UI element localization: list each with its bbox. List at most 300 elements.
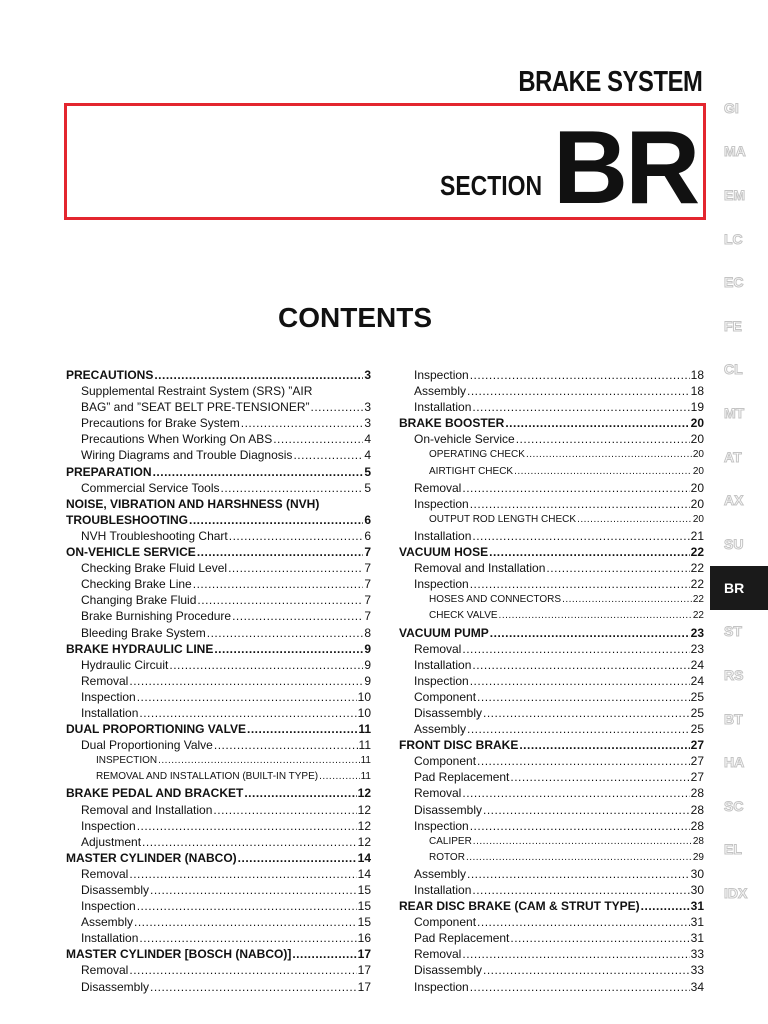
toc-leader-dots: [213, 802, 356, 818]
toc-leader-dots: [232, 608, 363, 624]
toc-entry-title: CALIPER: [429, 835, 472, 847]
toc-leader-dots: [142, 834, 357, 850]
toc-entry[interactable]: [66, 399, 371, 415]
toc-page-number: 11: [360, 755, 371, 767]
toc-entry-title: Component: [414, 915, 477, 930]
toc-entry[interactable]: [399, 721, 704, 737]
toc-entry-title: Installation: [81, 931, 139, 946]
toc-section-entry[interactable]: [66, 721, 371, 737]
toc-page-number: 22: [692, 610, 704, 622]
toc-entry[interactable]: [399, 480, 704, 496]
toc-entry-title: BRAKE HYDRAULIC LINE: [66, 641, 214, 656]
toc-entry[interactable]: [66, 753, 371, 769]
toc-page-number: 3: [364, 368, 371, 382]
toc-page-number: 14: [357, 850, 371, 865]
toc-leader-dots: [241, 415, 364, 431]
toc-leader-dots: [137, 818, 357, 834]
toc-page-number: 19: [690, 400, 704, 415]
toc-entry-title: Bleeding Brake System: [81, 625, 206, 640]
toc-page-number: 22: [690, 561, 704, 576]
toc-entry-title: Precautions When Working On ABS: [81, 432, 273, 447]
toc-entry-title: Installation: [81, 705, 139, 720]
toc-leader-dots: [526, 447, 692, 463]
toc-entry[interactable]: [399, 560, 704, 576]
toc-leader-dots: [516, 431, 690, 447]
toc-page-number: 27: [690, 754, 704, 769]
toc-entry-title: ROTOR: [429, 851, 465, 863]
toc-entry[interactable]: [399, 818, 704, 834]
toc-entry-title: Disassembly: [414, 802, 483, 817]
section-tab-su[interactable]: SU: [724, 535, 744, 552]
toc-entry-title: Installation: [414, 657, 472, 672]
toc-page-number: 20: [692, 465, 704, 477]
toc-leader-dots: [470, 673, 690, 689]
toc-entry-title: Pad Replacement: [414, 770, 510, 785]
section-tab-sc[interactable]: SC: [724, 797, 744, 814]
toc-leader-dots: [129, 962, 356, 978]
toc-entry-title: Inspection: [81, 818, 136, 833]
toc-leader-dots: [470, 818, 690, 834]
toc-entry[interactable]: [66, 962, 371, 978]
toc-entry-title: Removal: [414, 641, 462, 656]
toc-leader-dots: [467, 866, 690, 882]
toc-entry-title: Disassembly: [81, 883, 150, 897]
toc-entry[interactable]: [66, 834, 371, 850]
toc-page-number: 7: [364, 577, 371, 592]
toc-leader-dots: [273, 431, 363, 447]
section-tab-gi[interactable]: GI: [724, 99, 739, 116]
toc-page-number: 5: [364, 464, 371, 479]
toc-entry-title: Inspection: [414, 577, 469, 592]
toc-entry-title: BAG” and ”SEAT BELT PRE-TENSIONER”: [81, 400, 310, 415]
toc-entry-title: OPERATING CHECK: [429, 449, 525, 461]
toc-entry-title: Assembly: [81, 915, 134, 930]
toc-entry-title: Installation: [414, 400, 472, 415]
toc-page-number: 12: [357, 802, 371, 817]
toc-entry[interactable]: [66, 625, 371, 641]
toc-entry[interactable]: [66, 802, 371, 818]
section-code: BR: [553, 110, 698, 226]
toc-page-number: 3: [364, 416, 371, 431]
section-tab-ha[interactable]: HA: [724, 754, 745, 771]
toc-entry-title: Assembly: [414, 384, 467, 399]
section-tab-br[interactable]: BR: [710, 566, 768, 610]
toc-entry-title: Inspection: [81, 899, 136, 914]
section-tab-em[interactable]: EM: [724, 186, 745, 203]
section-tab-rs[interactable]: RS: [724, 666, 744, 683]
toc-entry[interactable]: [399, 914, 704, 930]
toc-page-number: 29: [692, 851, 704, 863]
section-tab-el[interactable]: EL: [724, 841, 742, 858]
toc-leader-dots: [472, 528, 689, 544]
toc-entry-title: Adjustment: [81, 834, 142, 849]
section-tab-lc[interactable]: LC: [724, 230, 743, 247]
toc-page-number: 16: [357, 931, 371, 946]
toc-leader-dots: [510, 930, 689, 946]
toc-page-number: 22: [690, 545, 704, 560]
toc-page-number: 25: [690, 722, 704, 737]
toc-page-number: 9: [364, 641, 371, 656]
toc-entry[interactable]: [399, 608, 704, 624]
toc-leader-dots: [134, 914, 357, 930]
toc-entry-title: VACUUM PUMP: [399, 625, 489, 640]
toc-page-number: 22: [692, 594, 704, 606]
toc-entry[interactable]: [66, 447, 371, 463]
toc-entry-title: Component: [414, 689, 477, 704]
toc-entry[interactable]: [399, 753, 704, 769]
toc-leader-dots: [229, 528, 364, 544]
toc-entry-title: CHECK VALVE: [429, 610, 498, 622]
toc-entry[interactable]: [66, 866, 371, 882]
toc-entry[interactable]: [66, 882, 371, 898]
toc-entry-title: NVH Troubleshooting Chart: [81, 528, 228, 543]
toc-page-number: 20: [690, 480, 704, 495]
toc-entry-title: AIRTIGHT CHECK: [429, 465, 514, 477]
toc-page-number: 6: [364, 528, 371, 543]
toc-leader-dots: [472, 399, 689, 415]
toc-page-number: 28: [692, 835, 704, 847]
section-tab-mt[interactable]: MT: [724, 404, 745, 421]
toc-entry[interactable]: [66, 979, 371, 995]
toc-entry[interactable]: [66, 673, 371, 689]
toc-page-number: 27: [690, 770, 704, 785]
toc-entry[interactable]: [399, 802, 704, 818]
toc-leader-dots: [158, 753, 359, 769]
toc-entry[interactable]: [66, 608, 371, 624]
toc-entry[interactable]: [399, 528, 704, 544]
section-tab-ec[interactable]: EC: [724, 274, 744, 291]
toc-page-number: 20: [692, 513, 704, 525]
toc-entry[interactable]: [399, 769, 704, 785]
toc-leader-dots: [472, 657, 689, 673]
toc-section-entry[interactable]: [66, 512, 371, 528]
toc-page-number: 11: [358, 738, 371, 753]
toc-entry[interactable]: [66, 431, 371, 447]
toc-page-number: 9: [364, 673, 371, 688]
toc-entry[interactable]: [399, 882, 704, 898]
toc-leader-dots: [193, 576, 364, 592]
toc-leader-dots: [247, 721, 357, 737]
toc-entry[interactable]: [66, 528, 371, 544]
toc-section-entry[interactable]: [66, 641, 371, 657]
toc-leader-dots: [137, 689, 357, 705]
toc-page-number: 10: [357, 705, 371, 720]
toc-entry-title: VACUUM HOSE: [399, 545, 489, 560]
toc-entry-title: Brake Burnishing Procedure: [81, 609, 232, 624]
toc-page-number: 15: [357, 899, 371, 914]
toc-section-entry[interactable]: [66, 785, 371, 801]
toc-leader-dots: [519, 737, 689, 753]
toc-leader-dots: [150, 882, 357, 898]
toc-entry-title: BRAKE BOOSTER: [399, 416, 505, 431]
contents-heading-text: CONTENTS: [278, 302, 432, 333]
toc-leader-dots: [546, 560, 689, 576]
toc-entry[interactable]: [399, 930, 704, 946]
toc-entry-title: Removal: [414, 786, 462, 801]
toc-entry[interactable]: [399, 866, 704, 882]
section-tab-bt[interactable]: BT: [724, 710, 743, 727]
toc-leader-dots: [169, 657, 363, 673]
toc-entry[interactable]: [399, 383, 704, 399]
toc-entry[interactable]: [399, 979, 704, 995]
toc-entry[interactable]: [399, 705, 704, 721]
toc-entry[interactable]: [66, 592, 371, 608]
toc-page-number: 12: [357, 818, 371, 833]
toc-leader-dots: [462, 946, 689, 962]
section-tab-idx[interactable]: IDX: [724, 884, 748, 901]
toc-entry[interactable]: [399, 399, 704, 415]
toc-leader-dots: [129, 673, 363, 689]
toc-entry-title: REMOVAL AND INSTALLATION (BUILT-IN TYPE): [96, 771, 319, 783]
toc-leader-dots: [483, 802, 690, 818]
toc-page-number: 18: [690, 368, 704, 382]
toc-entry[interactable]: [66, 898, 371, 914]
toc-entry-title: DUAL PROPORTIONING VALVE: [66, 722, 247, 737]
toc-entry-title: Disassembly: [81, 979, 150, 994]
toc-entry-title: Commercial Service Tools: [81, 480, 220, 495]
toc-page-number: 7: [364, 561, 371, 576]
toc-leader-dots: [207, 625, 364, 641]
toc-entry-title: Inspection: [81, 689, 136, 704]
toc-entry[interactable]: [66, 705, 371, 721]
toc-page-number: 6: [364, 512, 371, 527]
section-tab-fe[interactable]: FE: [724, 317, 742, 334]
toc-leader-dots: [467, 383, 690, 399]
toc-entry-title: Assembly: [414, 722, 467, 737]
toc-page-number: 23: [690, 641, 704, 656]
toc-page-number: 5: [364, 480, 371, 495]
toc-page-number: 24: [690, 657, 704, 672]
toc-leader-dots: [462, 641, 689, 657]
toc-entry-title: Wiring Diagrams and Trouble Diagnosis: [81, 448, 293, 463]
page-title: BRAKE SYSTEM: [517, 66, 702, 98]
toc-leader-dots: [462, 480, 689, 496]
toc-leader-dots: [244, 785, 356, 801]
toc-page-number: 15: [357, 883, 371, 897]
toc-entry[interactable]: Supplemental Restraint System (SRS) ”AIR: [81, 384, 313, 399]
toc-entry-title: PREPARATION: [66, 464, 152, 479]
toc-entry[interactable]: [399, 946, 704, 962]
toc-page-number: 18: [690, 384, 704, 399]
toc-column-left: [66, 367, 371, 995]
section-tab-ax[interactable]: AX: [724, 492, 744, 509]
toc-entry-title: Hydraulic Circuit: [81, 657, 169, 672]
toc-leader-dots: [577, 512, 692, 528]
toc-leader-dots: [477, 914, 690, 930]
toc-page-number: 27: [690, 738, 704, 753]
section-index-tabs: [710, 86, 768, 915]
toc-leader-dots: [562, 592, 692, 608]
toc-entry[interactable]: [399, 673, 704, 689]
toc-leader-dots: [470, 576, 690, 592]
toc-entry[interactable]: [399, 464, 704, 480]
toc-entry[interactable]: [399, 592, 704, 608]
toc-leader-dots: [214, 641, 363, 657]
toc-entry-title: Checking Brake Line: [81, 577, 192, 592]
section-label: SECTION: [440, 170, 543, 201]
toc-entry[interactable]: [66, 560, 371, 576]
toc-leader-dots: [319, 769, 360, 785]
toc-page-number: 20: [692, 449, 704, 461]
section-tab-ma[interactable]: MA: [724, 143, 746, 160]
toc-entry[interactable]: [66, 914, 371, 930]
toc-leader-dots: [293, 447, 363, 463]
toc-leader-dots: [139, 930, 356, 946]
toc-page-number: 33: [690, 947, 704, 962]
toc-leader-dots: [472, 882, 689, 898]
toc-entry-title: Removal: [414, 480, 462, 495]
toc-leader-dots: [514, 464, 692, 480]
toc-page-number: 21: [690, 528, 704, 543]
contents-heading: [0, 304, 768, 332]
section-tab-at[interactable]: AT: [724, 448, 742, 465]
toc-leader-dots: [489, 544, 690, 560]
toc-page-number: 31: [690, 915, 704, 930]
toc-entry[interactable]: [66, 818, 371, 834]
toc-section-entry[interactable]: [66, 946, 371, 962]
toc-entry[interactable]: [399, 834, 704, 850]
toc-leader-dots: [221, 480, 364, 496]
toc-page-number: 4: [364, 448, 371, 463]
section-tab-cl[interactable]: CL: [724, 361, 743, 378]
toc-entry-title: Inspection: [414, 368, 469, 382]
toc-page-number: 17: [357, 947, 371, 962]
toc-page-number: 7: [364, 593, 371, 608]
toc-entry-title: Precautions for Brake System: [81, 416, 240, 431]
toc-entry[interactable]: [66, 480, 371, 496]
toc-leader-dots: [477, 689, 690, 705]
toc-entry-title: BRAKE PEDAL AND BRACKET: [66, 786, 244, 801]
toc-section-entry[interactable]: [66, 464, 371, 480]
toc-entry[interactable]: [66, 689, 371, 705]
toc-page-number: 17: [357, 979, 371, 994]
toc-leader-dots: [228, 560, 363, 576]
toc-leader-dots: [462, 785, 689, 801]
toc-entry-title: MASTER CYLINDER (NABCO): [66, 850, 237, 865]
toc-leader-dots: [311, 399, 364, 415]
toc-entry-title: Removal and Installation: [414, 561, 546, 576]
toc-page-number: 24: [690, 673, 704, 688]
toc-page-number: 17: [357, 963, 371, 978]
toc-entry[interactable]: [66, 415, 371, 431]
toc-entry[interactable]: [399, 689, 704, 705]
toc-page-number: 23: [690, 625, 704, 640]
toc-entry[interactable]: [399, 850, 704, 866]
toc-entry-title: Component: [414, 754, 477, 769]
toc-page-number: 7: [364, 545, 371, 560]
toc-page-number: 20: [690, 496, 704, 511]
toc-page-number: 4: [364, 432, 371, 447]
toc-leader-dots: [470, 367, 690, 383]
toc-leader-dots: [473, 834, 692, 850]
toc-entry[interactable]: [399, 512, 704, 528]
toc-entry-title: Inspection: [414, 496, 469, 511]
toc-leader-dots: [129, 866, 356, 882]
toc-entry[interactable]: [66, 657, 371, 673]
toc-entry-title: HOSES AND CONNECTORS: [429, 594, 562, 606]
toc-entry-title: Inspection: [414, 979, 469, 994]
toc-leader-dots: [153, 464, 364, 480]
toc-entry-title: Removal: [414, 947, 462, 962]
toc-leader-dots: [292, 946, 356, 962]
toc-entry-title: Assembly: [414, 866, 467, 881]
toc-entry[interactable]: [66, 737, 371, 753]
toc-entry[interactable]: [399, 367, 704, 383]
toc-entry-title: Dual Proportioning Valve: [81, 738, 213, 753]
toc-page-number: 11: [360, 771, 371, 783]
toc-page-number: 31: [690, 931, 704, 946]
toc-entry-title: Disassembly: [414, 963, 483, 978]
toc-entry[interactable]: [399, 576, 704, 592]
toc-page-number: 22: [690, 577, 704, 592]
toc-page-number: 9: [364, 657, 371, 672]
toc-leader-dots: [154, 367, 363, 383]
toc-entry[interactable]: [399, 657, 704, 673]
toc-page-number: 10: [357, 689, 371, 704]
toc-entry-title: REAR DISC BRAKE (CAM & STRUT TYPE): [399, 899, 640, 914]
toc-entry-title: Installation: [414, 528, 472, 543]
toc-entry-title: Removal: [81, 866, 129, 881]
toc-leader-dots: [189, 512, 363, 528]
toc-entry[interactable]: [66, 930, 371, 946]
toc-entry[interactable]: [399, 962, 704, 978]
toc-leader-dots: [490, 625, 690, 641]
toc-page-number: 14: [357, 866, 371, 881]
toc-page-number: 3: [364, 400, 371, 415]
toc-section-entry[interactable]: [66, 850, 371, 866]
toc-entry[interactable]: [399, 496, 704, 512]
toc-page-number: 12: [357, 834, 371, 849]
toc-leader-dots: [467, 721, 690, 737]
toc-entry[interactable]: [66, 576, 371, 592]
toc-entry-title: Changing Brake Fluid: [81, 593, 197, 608]
toc-page-number: 28: [690, 818, 704, 833]
toc-entry-title: OUTPUT ROD LENGTH CHECK: [429, 513, 577, 525]
section-tab-st[interactable]: ST: [724, 623, 742, 640]
toc-entry[interactable]: [399, 785, 704, 801]
toc-section-entry[interactable]: [399, 737, 704, 753]
toc-leader-dots: [137, 898, 357, 914]
toc-entry[interactable]: NOISE, VIBRATION AND HARSHNESS (NVH): [66, 496, 320, 511]
toc-section-entry[interactable]: [399, 898, 704, 914]
toc-section-entry[interactable]: [66, 544, 371, 560]
toc-section-entry[interactable]: [66, 367, 371, 383]
toc-entry-title: MASTER CYLINDER [BOSCH (NABCO)]: [66, 947, 292, 962]
toc-page-number: 8: [364, 625, 371, 640]
toc-entry[interactable]: [399, 641, 704, 657]
toc-entry[interactable]: [399, 447, 704, 463]
toc-leader-dots: [214, 737, 358, 753]
toc-entry-title: INSPECTION: [96, 755, 158, 767]
toc-entry-title: ON-VEHICLE SERVICE: [66, 545, 196, 560]
toc-section-entry[interactable]: [399, 415, 704, 431]
toc-leader-dots: [197, 592, 363, 608]
toc-leader-dots: [499, 608, 692, 624]
toc-entry-title: Disassembly: [414, 705, 483, 720]
toc-entry-title: TROUBLESHOOTING: [66, 512, 188, 527]
toc-leader-dots: [197, 544, 364, 560]
toc-entry-title: PRECAUTIONS: [66, 368, 154, 382]
toc-section-entry[interactable]: [399, 625, 704, 641]
toc-entry[interactable]: [66, 769, 371, 785]
toc-column-right: [399, 367, 704, 995]
toc-page-number: 28: [690, 802, 704, 817]
toc-page-number: 15: [357, 915, 371, 930]
toc-section-entry[interactable]: [399, 544, 704, 560]
toc-page-number: 30: [690, 866, 704, 881]
toc-page-number: 30: [690, 883, 704, 897]
toc-entry[interactable]: [399, 431, 704, 447]
